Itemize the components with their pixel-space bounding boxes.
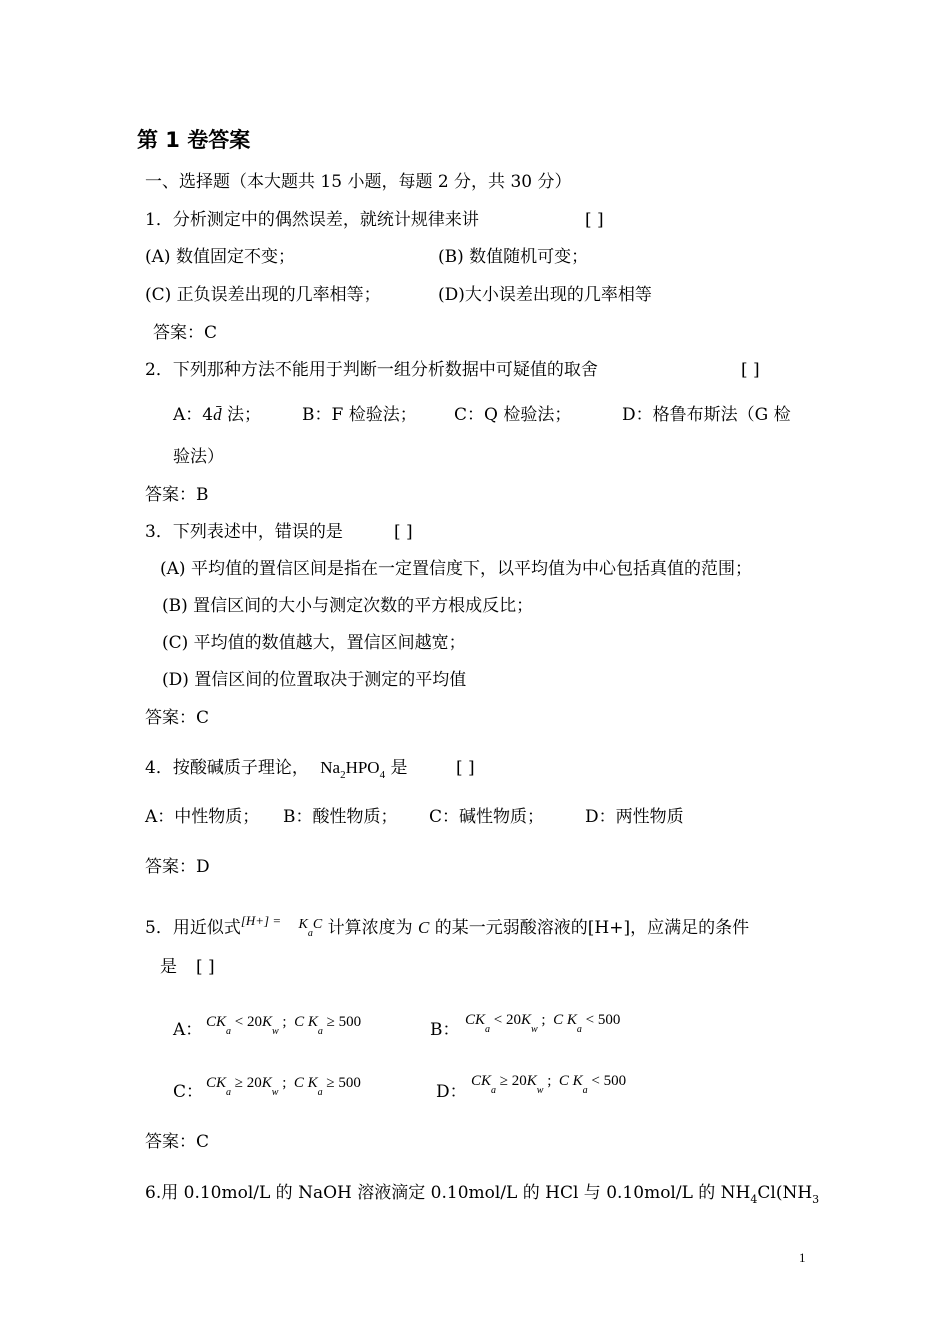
q5-option-b-expr: $CK_a < 20K_w$ ; C $K_a < 500$ <box>465 1012 621 1035</box>
formula-subscript: 2 <box>340 769 346 781</box>
q4-option-c: C：碱性物质； <box>429 807 545 827</box>
q5-option-b-label: B： <box>430 1020 460 1040</box>
q3-option-c: (C) 平均值的数值越大，置信区间越宽； <box>162 633 466 653</box>
q6-stem-text: 6.用 0.10mol/L 的 NaOH 溶液滴定 0.10mol/L 的 HCl 与 0.10mol/L 的 NH <box>145 1183 751 1203</box>
question-5-bracket: [ ] <box>196 957 215 977</box>
question-5-stem <box>145 913 750 942</box>
formula-subscript: 3 <box>812 1193 820 1206</box>
q6-stem-text-2: Cl(NH <box>757 1183 813 1203</box>
formula-part: Na <box>320 758 341 777</box>
q2-option-a-label: A：4 <box>173 405 214 425</box>
question-4-stem <box>145 757 407 786</box>
page-title: 第 1 卷答案 <box>137 128 251 152</box>
q5-option-d-expr: $CK_a \ge 20K_w$ ; C $K_a < 500$ <box>471 1073 627 1096</box>
formula-subscript: a <box>307 928 313 939</box>
q5-stem-continued: 是 <box>160 957 177 977</box>
q3-option-a: (A) 平均值的置信区间是指在一定置信度下，以平均值为中心包括真值的范围； <box>160 559 752 579</box>
formula-c: C <box>312 917 323 932</box>
variable-c: C <box>418 918 430 937</box>
formula-part: HPO <box>345 758 380 777</box>
q5-stem-post: 的某一元弱酸溶液的[H+]，应满足的条件 <box>429 918 750 938</box>
formula-k: K <box>298 917 308 932</box>
question-1-stem: 1．分析测定中的偶然误差，就统计规律来讲 <box>145 210 479 230</box>
q1-answer: 答案：C <box>153 323 218 343</box>
section-heading: 一、选择题（本大题共 15 小题，每题 2 分，共 30 分） <box>145 172 572 192</box>
formula-sqrt-kac <box>298 917 323 939</box>
q3-option-b: (B) 置信区间的大小与测定次数的平方根成反比； <box>162 596 534 616</box>
q5-stem-pre: 5．用近似式 <box>145 918 241 938</box>
q3-option-d: (D) 置信区间的位置取决于测定的平均值 <box>162 670 467 690</box>
q2-option-b: B：F 检验法； <box>302 405 417 425</box>
q2-answer: 答案：B <box>145 485 209 505</box>
question-6-stem <box>145 1182 819 1211</box>
q5-option-a-label: A： <box>173 1020 203 1040</box>
q5-answer: 答案：C <box>145 1132 210 1152</box>
q4-option-a: A：中性物质； <box>145 807 260 827</box>
q2-option-d-continued: 验法） <box>173 447 224 467</box>
page-number: 1 <box>799 1250 806 1265</box>
q4-option-d: D：两性物质 <box>585 807 684 827</box>
question-1-bracket: [ ] <box>585 210 604 230</box>
question-3-stem: 3．下列表述中，错误的是 <box>145 522 343 542</box>
formula-h-plus: [H+] = <box>240 913 282 928</box>
q2-option-d: D：格鲁布斯法（G 检 <box>622 405 791 425</box>
q4-answer: 答案：D <box>145 857 210 877</box>
q2-option-a <box>173 404 261 426</box>
q3-answer: 答案：C <box>145 708 210 728</box>
q2-option-c: C：Q 检验法； <box>454 405 572 425</box>
question-2-stem: 2．下列那种方法不能用于判断一组分析数据中可疑值的取舍 <box>145 360 598 380</box>
q4-stem-text: 4．按酸碱质子理论， <box>145 758 309 778</box>
formula-subscript: 4 <box>379 769 386 781</box>
formula-subscript: 4 <box>750 1193 758 1206</box>
q5-option-d-label: D： <box>436 1082 467 1102</box>
question-2-bracket: [ ] <box>741 360 760 380</box>
q4-stem-tail: 是 <box>385 758 408 778</box>
q1-option-d: (D)大小误差出现的几率相等 <box>438 285 652 305</box>
q5-option-c-label: C： <box>173 1082 204 1102</box>
question-3-bracket: [ ] <box>394 522 413 542</box>
q5-option-a-expr: $CK_a < 20K_w$ ; C $K_a \ge 500$ <box>206 1014 362 1037</box>
d-bar-symbol: d̄ <box>213 405 222 424</box>
q1-option-b: (B) 数值随机可变； <box>438 247 589 267</box>
q2-option-a-suffix: 法； <box>221 405 261 425</box>
q4-option-b: B：酸性物质； <box>283 807 398 827</box>
question-4-bracket: [ ] <box>456 758 475 778</box>
na2hpo4-formula <box>320 758 386 781</box>
q1-option-c: (C) 正负误差出现的几率相等； <box>145 285 381 305</box>
q5-option-c-expr: $CK_a \ge 20K_w$ ; C $K_a \ge 500$ <box>206 1075 361 1098</box>
q1-option-a: (A) 数值固定不变； <box>145 247 295 267</box>
q5-stem-mid: 计算浓度为 <box>322 918 419 938</box>
